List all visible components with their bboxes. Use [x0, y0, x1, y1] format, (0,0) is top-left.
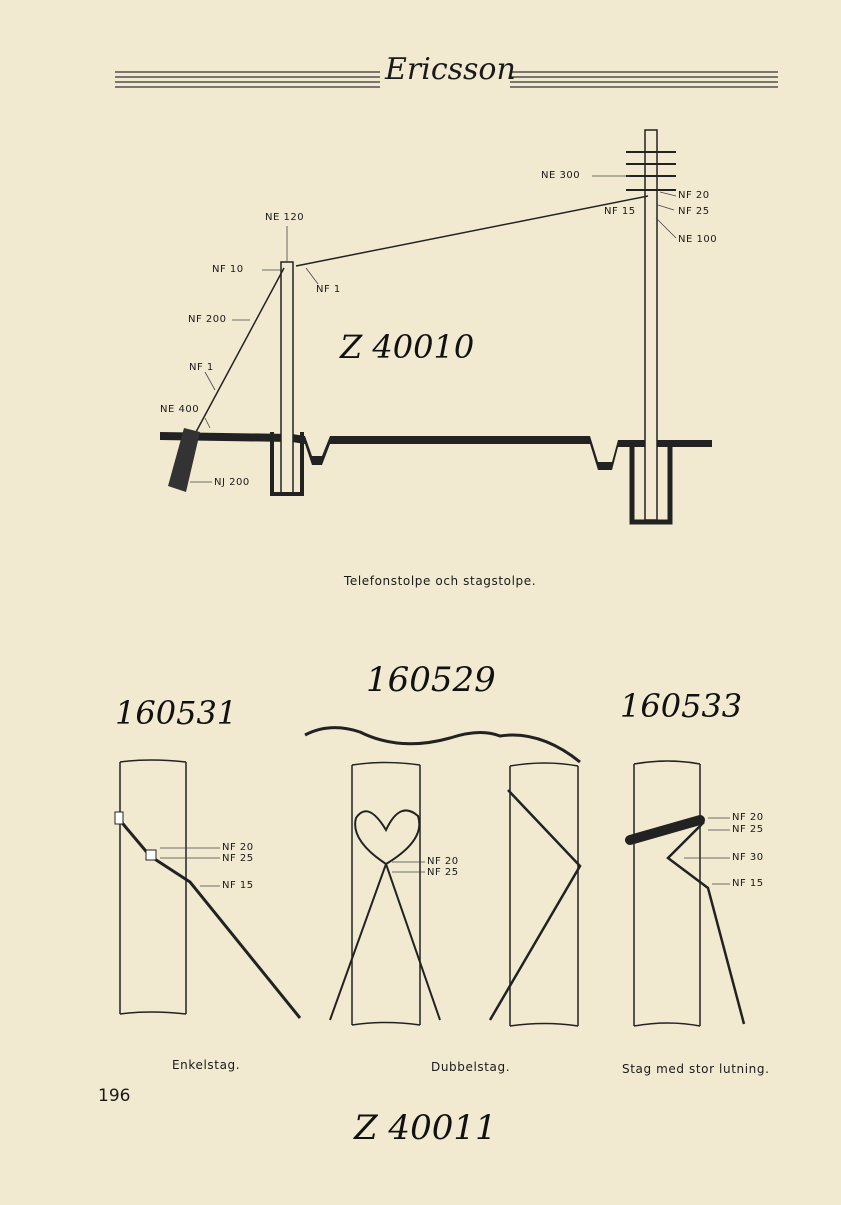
label-ne100: NE 100 [678, 234, 718, 245]
label-ne400: NE 400 [160, 404, 200, 415]
dubbelstag-label-nf20: NF 20 [427, 856, 459, 867]
caption-stor-lutning: Stag med stor lutning. [622, 1062, 770, 1076]
label-ne300: NE 300 [541, 170, 581, 181]
label-nj200: NJ 200 [214, 477, 250, 488]
figure-number-dubbelstag: 160529 [366, 660, 496, 700]
caption-top-figure: Telefonstolpe och stagstolpe. [344, 574, 537, 588]
label-nf25-top: NF 25 [678, 206, 710, 217]
label-nf20-top: NF 20 [678, 190, 710, 201]
label-ne120: NE 120 [265, 212, 305, 223]
handwritten-code-footer: Z 40011 [354, 1108, 497, 1148]
page-number: 196 [98, 1086, 131, 1106]
label-nf200: NF 200 [188, 314, 227, 325]
label-nf1-b: NF 1 [189, 362, 214, 373]
stor-lutning-label-nf25: NF 25 [732, 824, 764, 835]
dubbelstag-label-nf25: NF 25 [427, 867, 459, 878]
caption-enkelstag: Enkelstag. [172, 1058, 241, 1072]
label-nf1-a: NF 1 [316, 284, 341, 295]
figure-number-enkelstag: 160531 [115, 694, 238, 732]
handwritten-code-top: Z 40010 [340, 328, 475, 366]
enkelstag-label-nf25: NF 25 [222, 853, 254, 864]
stor-lutning-label-nf15: NF 15 [732, 878, 764, 889]
figure-number-stor-lutning: 160533 [620, 687, 743, 725]
label-nf15-top: NF 15 [604, 206, 636, 217]
enkelstag-label-nf15: NF 15 [222, 880, 254, 891]
stor-lutning-label-nf30: NF 30 [732, 852, 764, 863]
stor-lutning-label-nf20: NF 20 [732, 812, 764, 823]
label-nf10: NF 10 [212, 264, 244, 275]
enkelstag-label-nf20: NF 20 [222, 842, 254, 853]
caption-dubbelstag: Dubbelstag. [431, 1060, 511, 1074]
ericsson-logo: Ericsson [385, 52, 516, 87]
